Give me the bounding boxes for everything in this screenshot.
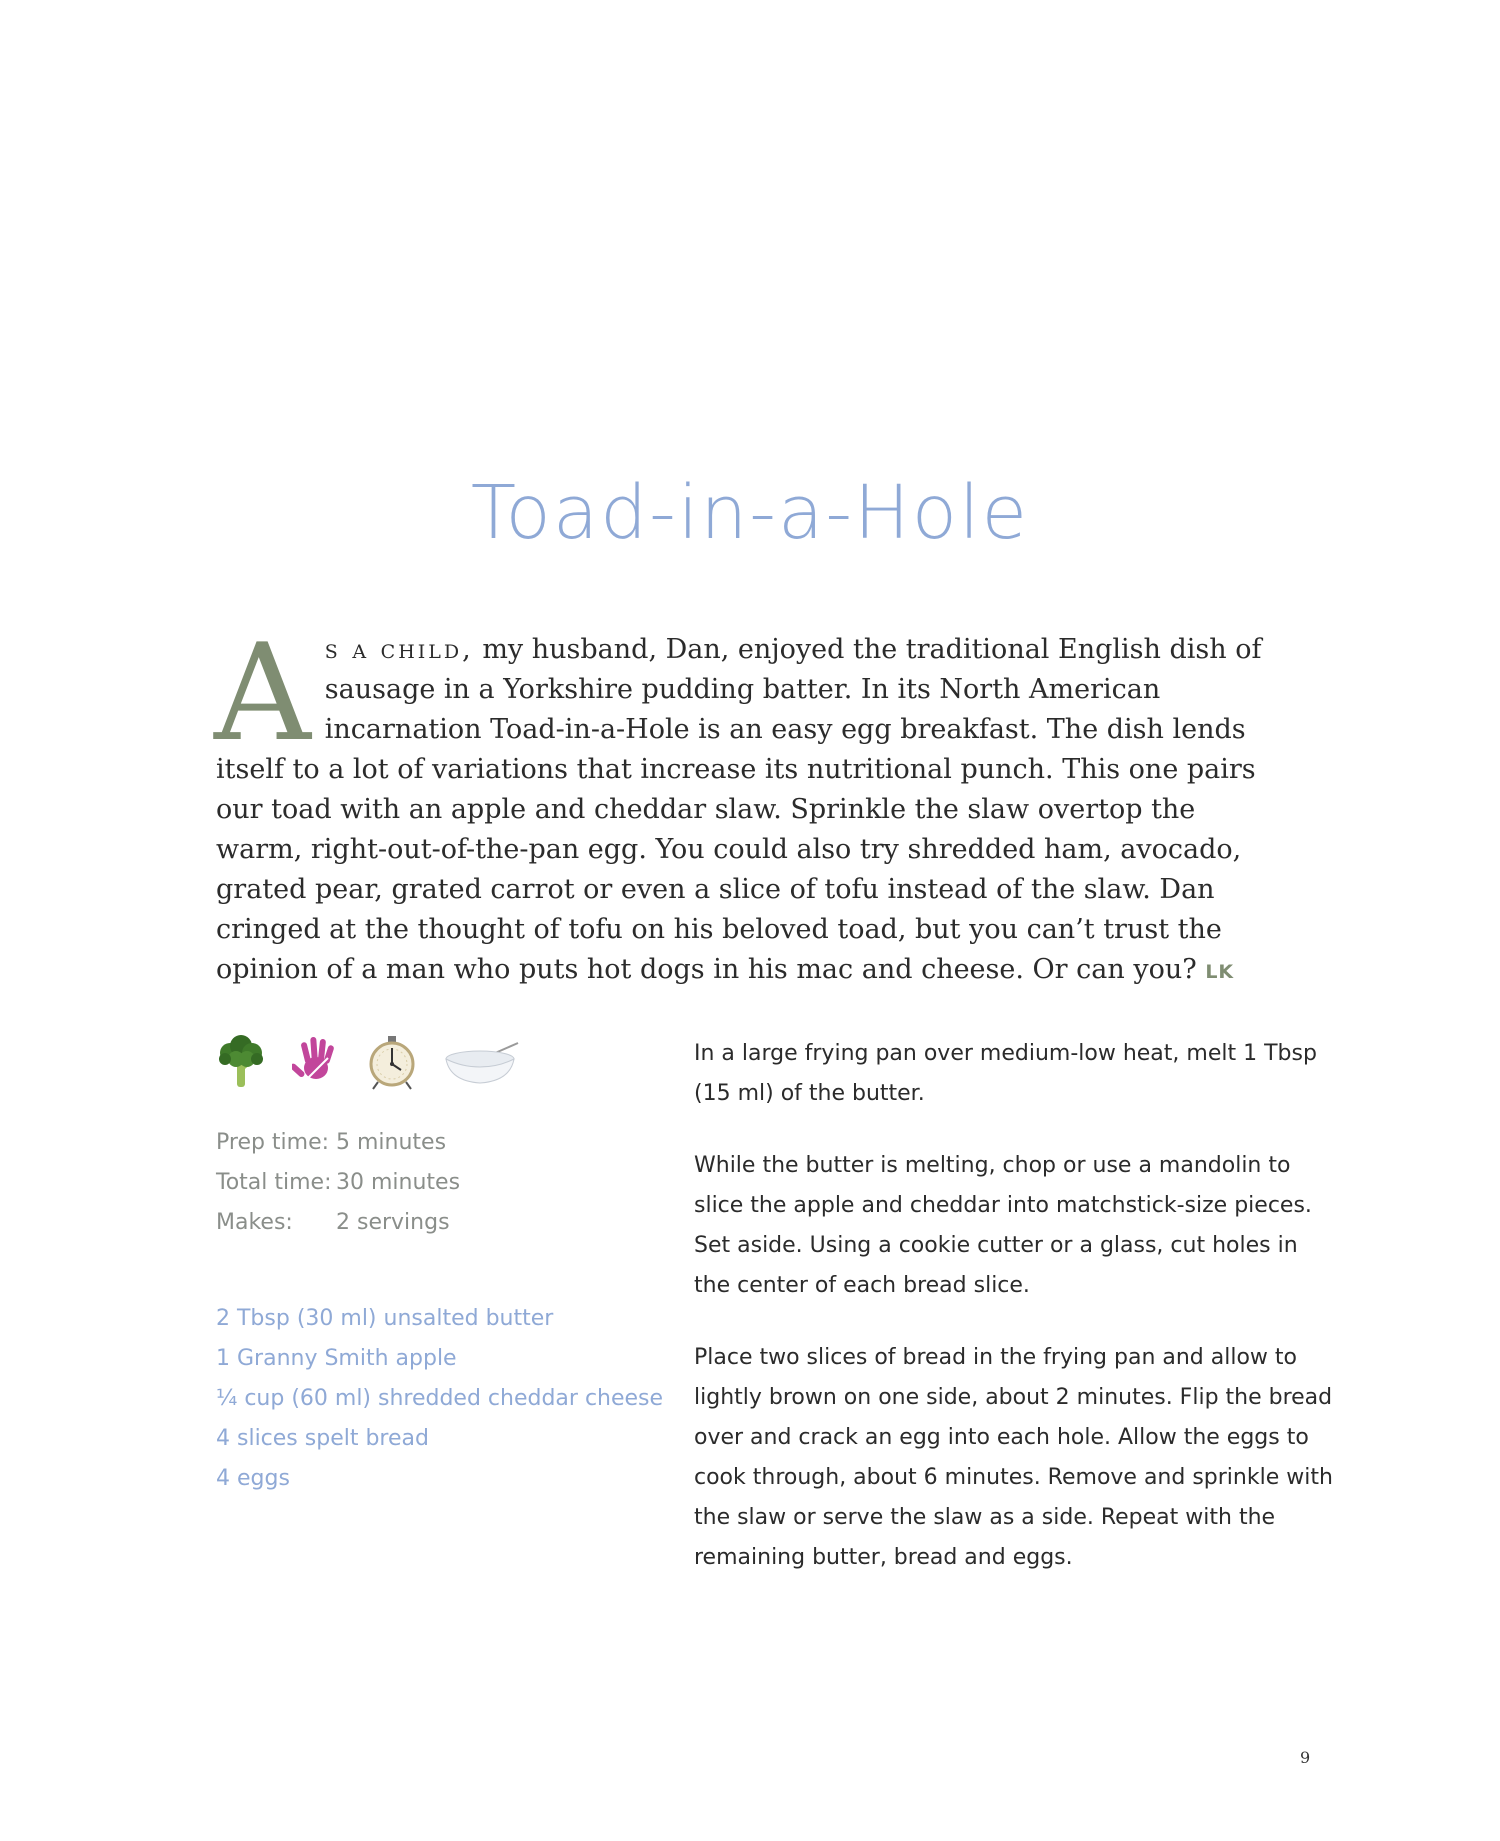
handprint-icon	[292, 1034, 342, 1090]
ingredient-item: 1 Granny Smith apple	[216, 1346, 457, 1371]
method-step: Place two slices of bread in the frying pan and allow to lightly brown on one side, about 2 minutes. Flip the bread over and crack an egg into each hole. Allow the eggs to cook through, about 6 minutes. Remove and sprinkle with the slaw or serve the slaw as a side. Repeat with the remaining butter, bread and eggs.	[694, 1345, 1333, 1570]
recipe-icons	[216, 1032, 522, 1092]
method-steps	[694, 1034, 1334, 1610]
intro-paragraph	[214, 615, 1276, 992]
prep-time-label: Prep time:	[216, 1130, 330, 1155]
method-step: While the butter is melting, chop or use a mandolin to slice the apple and cheddar into matchstick-size pieces. Set aside. Using a cookie cutter or a glass, cut holes in the center of each bread slice.	[694, 1153, 1312, 1298]
ingredient-item: 2 Tbsp (30 ml) unsalted butter	[216, 1306, 554, 1331]
ingredient-item: 4 eggs	[216, 1466, 290, 1491]
timer-icon	[368, 1034, 416, 1090]
intro-body: my husband, Dan, enjoyed the traditional English dish of sausage in a Yorkshire pudding batter. In its North American incarnation Toad-in-a-Hole is an easy egg breakfast. The dish lends itself to a lot of variations that increase its nutritional punch. This one pairs our toad with an apple and cheddar slaw. Sprinkle the slaw overtop the warm, right-out-of-the-pan egg. You could also try shredded ham, avocado, grated pear, grated carrot or even a slice of tofu instead of the slaw. Dan cringed at the thought of tofu on his beloved toad, but you can’t trust the opinion of a man who puts hot dogs in his mac and cheese. Or can you?	[216, 634, 1262, 985]
ingredients-list	[216, 1299, 663, 1499]
prep-time-row	[216, 1123, 460, 1163]
method-step: In a large frying pan over medium-low heat, melt 1 Tbsp (15 ml) of the butter.	[694, 1041, 1317, 1106]
makes-row	[216, 1203, 460, 1243]
bowl-icon	[442, 1037, 522, 1087]
ingredient-item: 4 slices spelt bread	[216, 1426, 429, 1451]
total-time-row	[216, 1163, 460, 1203]
intro-lead: s a child,	[324, 634, 474, 665]
recipe-title: Toad-in-a-Hole	[470, 470, 1030, 556]
total-time-value: 30 minutes	[336, 1170, 461, 1195]
drop-cap: A	[214, 615, 311, 771]
makes-value: 2 servings	[336, 1210, 450, 1235]
broccoli-icon	[216, 1033, 266, 1091]
ingredient-item: ¼ cup (60 ml) shredded cheddar cheese	[216, 1386, 664, 1411]
recipe-meta	[216, 1123, 460, 1243]
makes-label: Makes:	[216, 1210, 293, 1235]
prep-time-value: 5 minutes	[336, 1130, 447, 1155]
total-time-label: Total time:	[216, 1170, 332, 1195]
author-initials: LK	[1205, 961, 1235, 983]
page-number: 9	[1300, 1748, 1311, 1767]
